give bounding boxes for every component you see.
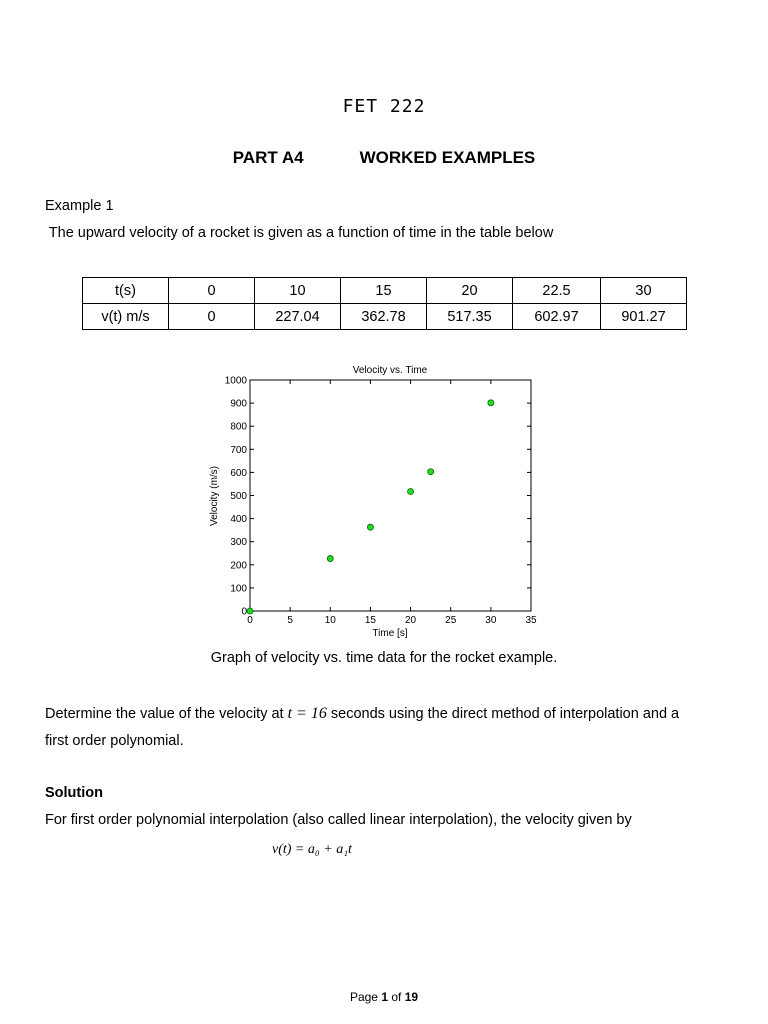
intro-text: The upward velocity of a rocket is given as a function of time in the table below <box>45 225 554 241</box>
table-cell: 0 <box>169 278 255 304</box>
part-title: WORKED EXAMPLES <box>359 148 536 167</box>
y-tick-label: 700 <box>230 444 247 456</box>
data-point <box>428 469 434 475</box>
data-point <box>408 488 414 494</box>
x-tick-label: 25 <box>445 615 457 626</box>
y-tick-label: 600 <box>230 467 247 479</box>
x-tick-label: 5 <box>287 615 293 626</box>
table-cell: 15 <box>341 278 427 304</box>
table-cell: 10 <box>255 278 341 304</box>
table-cell: 227.04 <box>255 304 341 330</box>
question-line-1 <box>45 705 679 723</box>
chart-ticks <box>225 376 537 627</box>
table-cell: 30 <box>601 278 687 304</box>
table-cell: 901.27 <box>601 304 687 330</box>
row-label: t(s) <box>83 278 169 304</box>
table-cell: 517.35 <box>427 304 513 330</box>
y-tick-label: 200 <box>230 560 247 572</box>
x-tick-label: 0 <box>247 615 253 626</box>
data-point <box>247 608 253 614</box>
footer-page-number: 1 <box>381 990 388 1004</box>
figure-caption: Graph of velocity vs. time data for the rocket example. <box>210 650 558 666</box>
plot-frame <box>250 380 531 611</box>
data-point <box>488 400 494 406</box>
x-tick-label: 30 <box>485 615 497 626</box>
table-cell: 20 <box>427 278 513 304</box>
y-tick-label: 900 <box>230 398 247 410</box>
row-label: v(t) m/s <box>83 304 169 330</box>
x-tick-label: 35 <box>525 615 537 626</box>
footer-page-word: Page <box>349 990 382 1004</box>
page-heading <box>0 148 768 168</box>
table-cell: 22.5 <box>513 278 601 304</box>
equation: v(t) = a₀ + a₁t <box>272 842 352 857</box>
chart-ylabel: Velocity (m/s) <box>209 465 220 527</box>
course-code: FET 222 <box>342 96 426 117</box>
question-text-after: seconds using the direct method of interpolation and a <box>326 706 680 722</box>
question-math: t = 16 <box>287 705 327 722</box>
solution-heading: Solution <box>45 785 103 801</box>
table-cell: 362.78 <box>341 304 427 330</box>
page-footer <box>0 990 768 1004</box>
question-text-before: Determine the value of the velocity at <box>45 706 288 722</box>
solution-text: For first order polynomial interpolation (also called linear interpolation), the velocity given by <box>45 812 632 828</box>
table-cell: 0 <box>169 304 255 330</box>
table-row-velocity <box>83 304 687 330</box>
x-tick-label: 20 <box>405 615 417 626</box>
data-point <box>327 556 333 562</box>
y-tick-label: 100 <box>230 583 247 595</box>
footer-page-total: 19 <box>404 990 419 1004</box>
example-label: Example 1 <box>45 198 114 214</box>
x-tick-label: 10 <box>324 615 336 626</box>
footer-of-word: of <box>388 990 405 1004</box>
chart-xlabel: Time [s] <box>372 628 408 639</box>
y-tick-label: 500 <box>230 491 247 502</box>
question-line-2: first order polynomial. <box>45 733 184 749</box>
y-tick-label: 400 <box>230 514 247 526</box>
chart-points <box>247 400 494 614</box>
data-table <box>82 277 687 330</box>
chart-title: Velocity vs. Time <box>352 365 428 376</box>
y-tick-label: 300 <box>230 537 247 549</box>
table-cell: 602.97 <box>513 304 601 330</box>
table-row-time <box>83 278 687 304</box>
data-point <box>367 524 373 530</box>
part-label: PART A4 <box>232 148 304 167</box>
y-tick-label: 800 <box>230 421 247 433</box>
y-tick-label: 0 <box>241 606 247 618</box>
y-tick-label: 1000 <box>224 375 247 387</box>
x-tick-label: 15 <box>364 615 376 626</box>
velocity-chart <box>195 358 555 643</box>
